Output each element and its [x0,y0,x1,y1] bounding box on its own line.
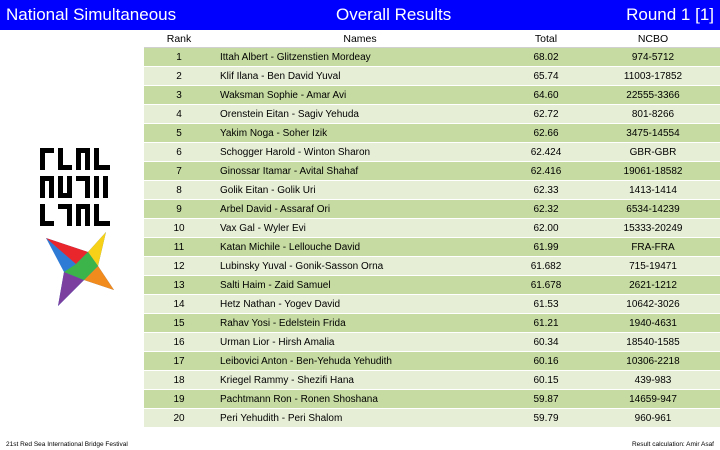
table-row [144,124,720,143]
table-row [144,257,720,276]
page-title: Overall Results [336,5,452,24]
cell-total: 62.72 [506,105,586,124]
cell-rank: 14 [144,295,214,314]
cell-rank: 18 [144,371,214,390]
cell-total: 60.16 [506,352,586,371]
cell-total: 61.678 [506,276,586,295]
cell-total: 61.682 [506,257,586,276]
cell-total: 60.34 [506,333,586,352]
cell-ncbo: 19061-18582 [586,162,720,181]
cell-total: 60.15 [506,371,586,390]
cell-names: Lubinsky Yuval - Gonik-Sasson Orna [214,257,506,276]
footer-festival: 21st Red Sea International Bridge Festival [6,441,128,448]
cell-ncbo: 974-5712 [586,48,720,67]
cell-total: 62.416 [506,162,586,181]
cell-rank: 13 [144,276,214,295]
cell-names: Pachtmann Ron - Ronen Shoshana [214,390,506,409]
cell-names: Vax Gal - Wyler Evi [214,219,506,238]
cell-names: Ginossar Itamar - Avital Shahaf [214,162,506,181]
table-row [144,295,720,314]
event-title: National Simultaneous [6,5,177,24]
cell-total: 65.74 [506,67,586,86]
cell-rank: 10 [144,219,214,238]
cell-names: Rahav Yosi - Edelstein Frida [214,314,506,333]
cell-names: Schogger Harold - Winton Sharon [214,143,506,162]
cell-total: 62.66 [506,124,586,143]
cell-rank: 19 [144,390,214,409]
cell-names: Orenstein Eitan - Sagiv Yehuda [214,105,506,124]
table-row [144,86,720,105]
cell-rank: 15 [144,314,214,333]
cell-total: 62.32 [506,200,586,219]
table-row [144,409,720,428]
cell-ncbo: 22555-3366 [586,86,720,105]
table-header-row [144,30,720,48]
cell-ncbo: FRA-FRA [586,238,720,257]
table-row [144,143,720,162]
column-header-total: Total [506,30,586,48]
cell-ncbo: 2621-1212 [586,276,720,295]
table-row [144,219,720,238]
cell-total: 68.02 [506,48,586,67]
cell-rank: 20 [144,409,214,428]
cell-names: Golik Eitan - Golik Uri [214,181,506,200]
cell-names: Ittah Albert - Glitzenstien Mordeay [214,48,506,67]
cell-total: 61.53 [506,295,586,314]
cell-names: Leibovici Anton - Ben-Yehuda Yehudith [214,352,506,371]
cell-rank: 4 [144,105,214,124]
cell-total: 61.21 [506,314,586,333]
cell-ncbo: 960-961 [586,409,720,428]
cell-names: Peri Yehudith - Peri Shalom [214,409,506,428]
cell-rank: 11 [144,238,214,257]
cell-ncbo: GBR-GBR [586,143,720,162]
cell-rank: 8 [144,181,214,200]
table-row [144,200,720,219]
cell-ncbo: 18540-1585 [586,333,720,352]
cell-names: Hetz Nathan - Yogev David [214,295,506,314]
cell-rank: 2 [144,67,214,86]
cell-names: Waksman Sophie - Amar Avi [214,86,506,105]
cell-names: Arbel David - Assaraf Ori [214,200,506,219]
cell-total: 62.00 [506,219,586,238]
festival-star-logo [36,140,118,310]
footer-credit: Result calculation: Amir Asaf [631,441,714,448]
cell-total: 59.87 [506,390,586,409]
table-row [144,390,720,409]
cell-ncbo: 1940-4631 [586,314,720,333]
column-header-ncbo: NCBO [586,30,720,48]
cell-ncbo: 6534-14239 [586,200,720,219]
table-row [144,276,720,295]
cell-ncbo: 14659-947 [586,390,720,409]
cell-names: Kriegel Rammy - Shezifi Hana [214,371,506,390]
table-row [144,371,720,390]
cell-rank: 16 [144,333,214,352]
cell-total: 59.79 [506,409,586,428]
cell-rank: 9 [144,200,214,219]
cell-total: 61.99 [506,238,586,257]
cell-total: 64.60 [506,86,586,105]
table-row [144,238,720,257]
table-row [144,181,720,200]
cell-rank: 12 [144,257,214,276]
results-table [144,30,720,428]
table-row [144,352,720,371]
table-row [144,48,720,67]
header-bar [0,0,720,30]
cell-rank: 5 [144,124,214,143]
cell-ncbo: 15333-20249 [586,219,720,238]
cell-rank: 1 [144,48,214,67]
cell-ncbo: 439-983 [586,371,720,390]
cell-total: 62.33 [506,181,586,200]
cell-ncbo: 1413-1414 [586,181,720,200]
cell-names: Klif Ilana - Ben David Yuval [214,67,506,86]
cell-names: Yakim Noga - Soher Izik [214,124,506,143]
table-row [144,162,720,181]
table-row [144,314,720,333]
cell-ncbo: 801-8266 [586,105,720,124]
table-row [144,67,720,86]
cell-rank: 3 [144,86,214,105]
round-label: Round 1 [1] [626,5,714,24]
column-header-names: Names [214,30,506,48]
cell-total: 62.424 [506,143,586,162]
cell-rank: 17 [144,352,214,371]
cell-rank: 7 [144,162,214,181]
column-header-rank: Rank [144,30,214,48]
cell-ncbo: 11003-17852 [586,67,720,86]
cell-ncbo: 3475-14554 [586,124,720,143]
cell-names: Salti Haim - Zaid Samuel [214,276,506,295]
table-row [144,333,720,352]
cell-ncbo: 10642-3026 [586,295,720,314]
cell-rank: 6 [144,143,214,162]
cell-names: Urman Lior - Hirsh Amalia [214,333,506,352]
table-row [144,105,720,124]
cell-ncbo: 10306-2218 [586,352,720,371]
cell-ncbo: 715-19471 [586,257,720,276]
cell-names: Katan Michile - Lellouche David [214,238,506,257]
